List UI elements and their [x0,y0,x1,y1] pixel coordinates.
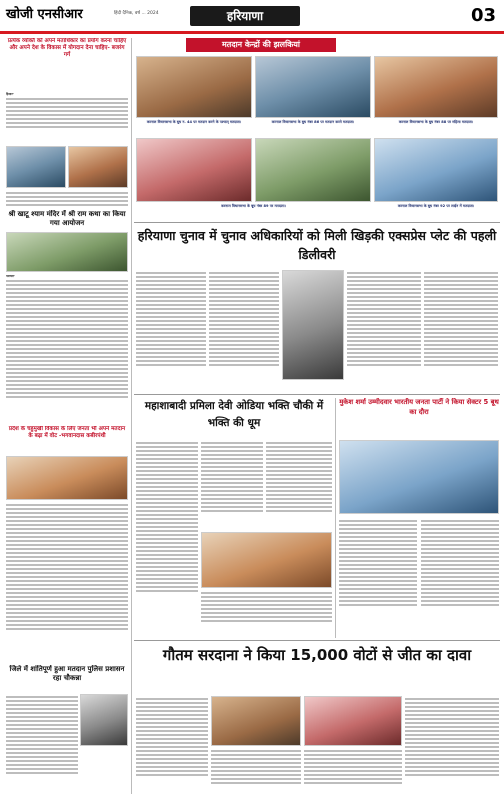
story-left-col-3 [266,440,332,530]
story-right-col-1 [339,518,417,636]
gallery-photo-5 [255,138,371,202]
story-left-col-1 [136,440,198,636]
left-top-dateline: हिसार- [6,92,14,96]
gallery-caption-5: करनाल विधानसभा के बूथ नंबर 92 पर लाईन में मतदाता। [397,204,475,208]
bottom-headline-box [136,644,498,692]
story-left-photo [201,532,332,588]
section-title: हरियाणा [190,6,300,26]
bottom-left-body [6,694,78,794]
story-right-headline-box [339,398,499,436]
gallery-caption-1: करनाल विधानसभा के बूथ न. 44 पर मतदान करने के पश्चात् मतदाता। [146,120,242,124]
bottom-left-headline: जिले में शांतिपूर्ण हुआ मतदान पुलिस प्रशासन रहा चौकन्ना [9,665,125,682]
left-top-headline: प्रत्येक व्यक्ति को अपने मताधिकार का प्रयोग करना चाहिए और अपने देश के विकास में योगदान देना चाहिए- बजरंग गर्ग [7,38,127,58]
left-top-body [6,92,128,144]
left-top-headline-box [6,38,128,90]
left-top-body-2 [6,190,128,208]
gallery-photo-1 [136,56,252,118]
left-bottom-headline-box [6,426,128,454]
left-mid-body [6,274,128,424]
main-col-4 [424,270,498,390]
newspaper-name: खोजी एनसीआर [6,7,83,22]
gallery-photo-4 [136,138,252,202]
gallery-photo-6 [374,138,498,202]
bottom-col-1 [136,696,208,796]
gallery-caption-2: करनाल विधानसभा के बूथ नंबर 86 पर मतदान करते मतदाता। [271,120,355,124]
story-right-headline: मुकेश शर्मा उम्मीदवार भारतीय जनता पार्टी ने किया सेक्टर 5 बूथ का दौरा [339,398,499,416]
bottom-left-headline-box [6,665,128,691]
left-bottom-body [6,502,128,662]
gallery-caption-3: करनाल विधानसभा के बूथ नंबर 88 पर महिला मतदाता। [398,120,474,124]
issue-meta: हिंदी दैनिक, वर्ष ... 2024 [114,11,159,16]
left-mid-dateline: पलवल- [6,274,15,278]
story-left-col-2 [201,440,263,530]
left-photo-2 [68,146,128,188]
bottom-left-photo [80,694,128,746]
left-mid-headline: श्री खाटू श्याम मंदिर में श्री राम कथा का किया गया आयोजन [8,210,126,227]
left-photo-1 [6,146,66,188]
main-headline: हरियाणा चुनाव में चुनाव अधिकारियों को मिली खिड़की एक्सप्रेस प्लेट की पहली डिलीवरी [137,228,497,262]
bottom-headline: गौतम सरदाना ने किया 15,000 वोटों से जीत का दावा [162,646,472,664]
story-left-col-bottom [201,590,332,636]
main-headline-box [136,226,498,266]
gallery-caption-4: करनाल विधानसभा के बूथ नंबर 89 पर मतदाता। [221,204,286,208]
gallery-photo-3 [374,56,498,118]
story-right-col-2 [421,518,499,636]
gallery-title: मतदान केन्द्रों की झलकियां [186,38,336,52]
story-left-headline-box [136,398,332,436]
left-mid-headline-box [6,210,128,230]
bottom-col-2 [211,748,301,796]
bottom-photo-2 [304,696,402,746]
story-right-photo [339,440,499,514]
gallery-photo-2 [255,56,371,118]
page-number: 03 [470,5,496,26]
left-bottom-headline: प्रदेश के चहुंमुखी विकास के लिए जनता भी अपने मतदान के बढ़ा में वोट -भगवानदास कबीरपंथी [8,426,126,439]
main-col-1 [136,270,206,390]
main-story-photo [282,270,344,380]
bottom-col-3 [304,748,402,796]
story-left-headline: महाशाबादी प्रमिला देवी ओडिया भक्ति चौकी में भक्ति की धूम [144,400,324,429]
left-bottom-photo [6,456,128,500]
masthead [0,0,504,34]
left-mid-photo [6,232,128,272]
main-col-2 [209,270,279,390]
bottom-photo-1 [211,696,301,746]
bottom-col-4 [405,696,499,796]
main-col-3 [347,270,421,390]
